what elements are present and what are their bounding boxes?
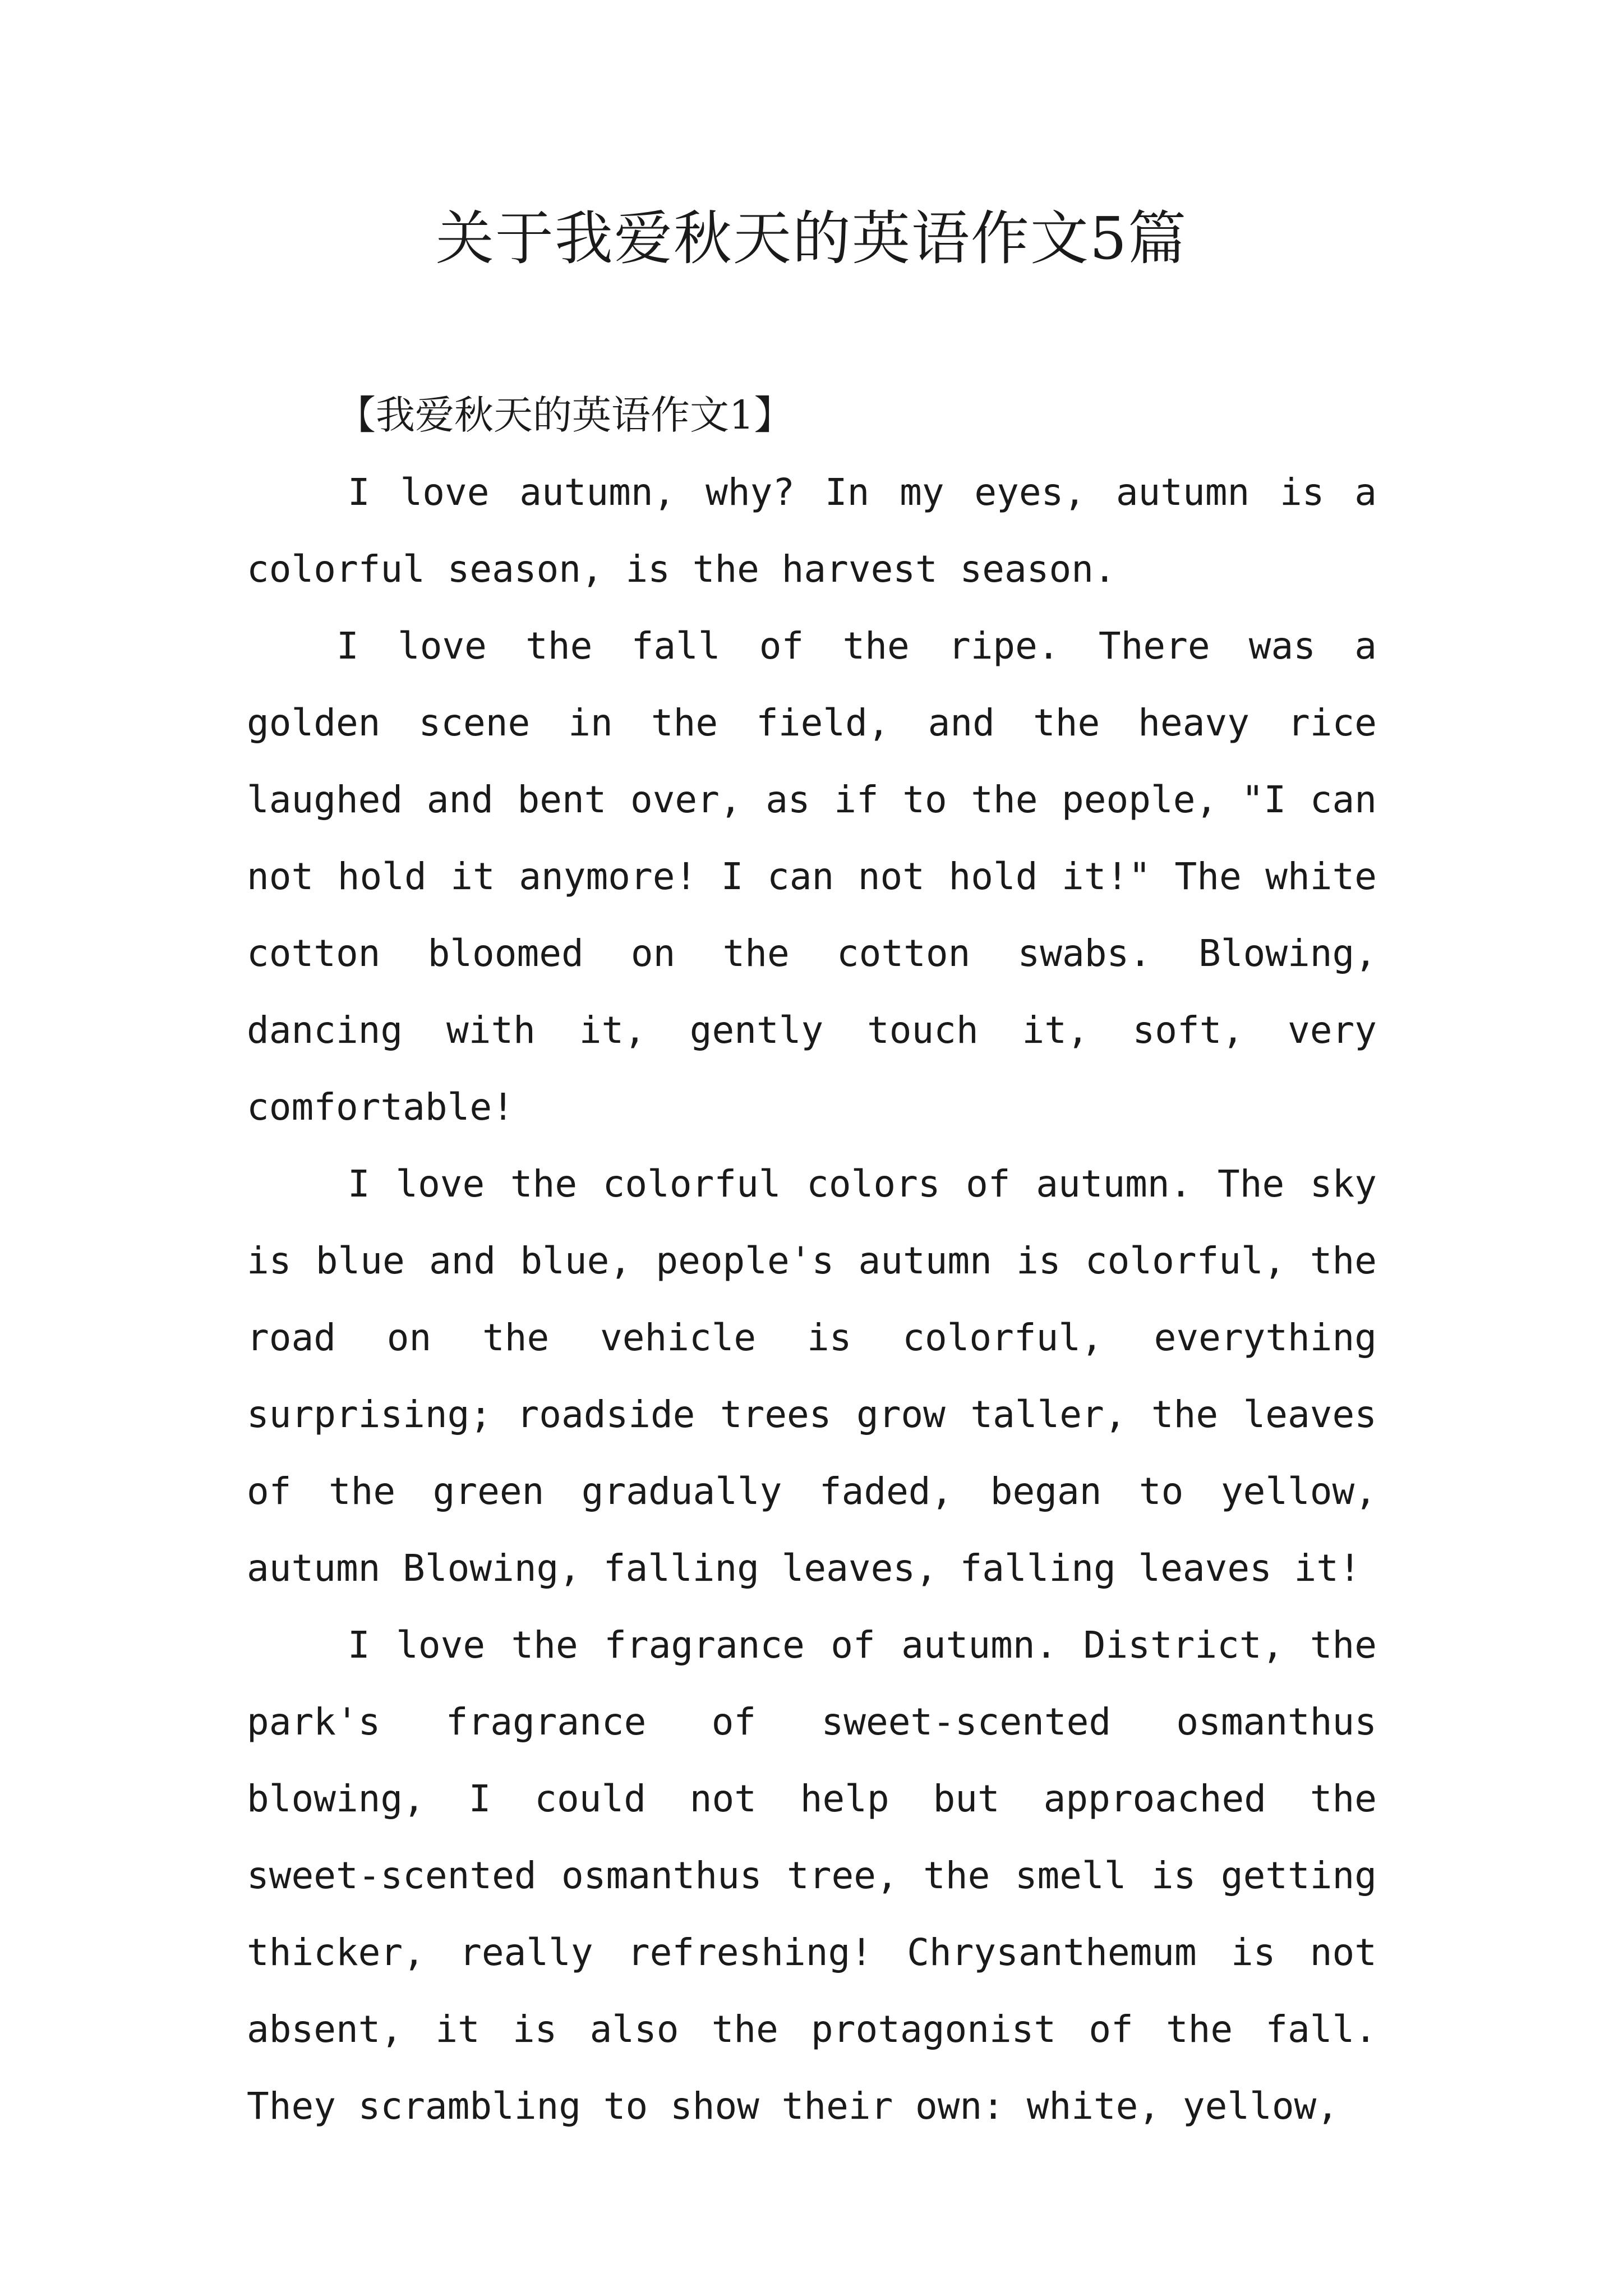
paragraph-4: I love the fragrance of autumn. District, the park's fragrance of sweet-scented osmanthus blowing, I could not help but approached the sweet-scented osmanthus tree, the smell is getting thicker, really refreshing! Chrysanthemum is not absent, it is also the protagonist of the fall. They scrambling to show their own: white, yellow, [247, 1623, 1377, 2128]
document-body [247, 377, 1377, 2145]
paragraph-2: I love the fall of the ripe. There was a golden scene in the field, and the heavy rice laughed and bent over, as if to the people, "I can not hold it anymore! I can not hold it!" The white cotton bloomed on the cotton swabs. Blowing, dancing with it, gently touch it, soft, very comfortable! [247, 624, 1377, 1129]
document-title: 关于我爱秋天的英语作文5篇 [435, 204, 1188, 273]
paragraph-1: I love autumn, why? In my eyes, autumn is a colorful season, is the harvest season. [247, 471, 1377, 591]
paragraph-3: I love the colorful colors of autumn. The sky is blue and blue, people's autumn is colorful, the road on the vehicle is colorful, everything surprising; roadside trees grow taller, the leaves of the green gradually faded, began to yellow, autumn Blowing, falling leaves, falling leaves it! [247, 1162, 1377, 1590]
section-heading: 【我爱秋天的英语作文1】 [336, 392, 794, 438]
